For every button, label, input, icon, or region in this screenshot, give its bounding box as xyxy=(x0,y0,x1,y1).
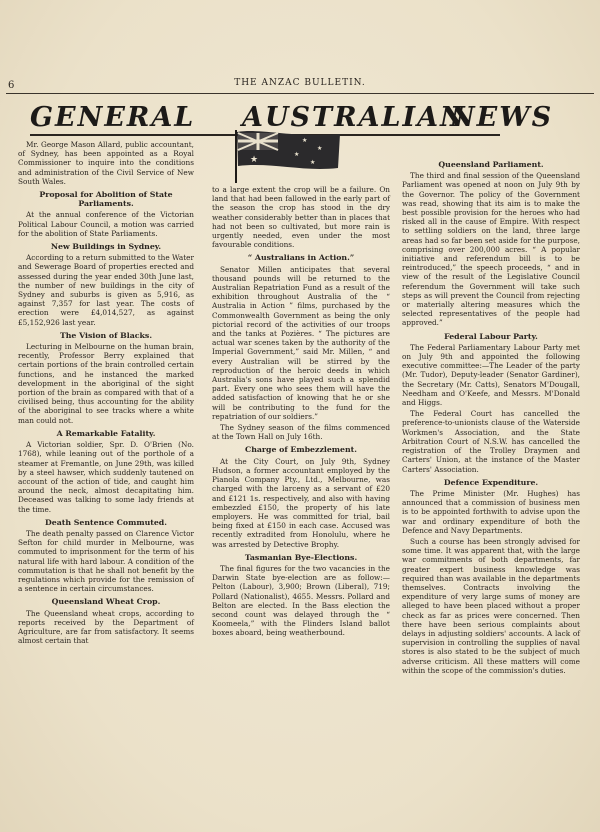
article-body: The final figures for the two vacancies in the Darwin State bye-election are as follow:—Pelton (Labour), 3,900; Brown (Liberal), 719; Pollard (Nationalist), 4655. Messrs. Pollard and Belton are elected. In the Bass election the second count was delayed through the “ Koomeela,” with the Flinders Island ballot boxes aboard, being weatherbound. xyxy=(212,563,390,638)
svg-text:★: ★ xyxy=(294,151,300,158)
intro-paragraph: Mr. George Mason Allard, public accountant, of Sydney, has been appointed as a Royal Commissioner to inquire into the conditions and administration of the Civil Service of New South Wales. xyxy=(18,140,194,186)
australian-flag-icon xyxy=(232,128,344,183)
article-continuation: to a large extent the crop will be a failure. On land that had been fallowed in the early part of the season the crop has stood in the dry weather considerably better than in places that had not been so cultivated, but more rain is urgently needed, even under the most favourable conditions. xyxy=(212,185,390,250)
column-3 xyxy=(402,160,580,677)
article-body: The Federal Parliamentary Labour Party met on July 9th and appointed the following executive committee:—The Leader of the party (Mr. Tudor), Deputy-leader (Senator Gardiner), the Secretary (Mr. Catts), Senators M'Dougall, Needham and O'Keefe, and Messrs. M'Donald and Higgs. xyxy=(402,342,580,408)
article-heading: Proposal for Abolition of State Parliaments. xyxy=(39,190,173,209)
running-title: THE ANZAC BULLETIN. xyxy=(234,78,366,88)
article-body: The third and final session of the Queensland Parliament was opened at noon on July 9th by the Governor. The policy of the Government was read, showing that its aim is to make the best possible provision for the heroes who had risked all in the cause of Empire. With respect to settling soldiers on the land, three large areas had so far been set aside for the purpose, comprising over 200,000 acres. “ A popular initiative and referendum bill is to be reintroduced,” the speech proceeds, “ and in view of the result of the Legislative Council referendum the Government will take such steps as will prevent the Council from rejecting or materially altering measures which the selected representatives of the people had approved.” xyxy=(402,171,580,328)
article-body: The Sydney season of the films commenced at the Town Hall on July 16th. xyxy=(212,423,390,442)
svg-text:★: ★ xyxy=(302,137,308,144)
article-body: The death penalty passed on Clarence Victor Sefton for child murder in Melbourne, was commuted to imprisonment for the term of his natural life with hard labour. A condition of the commutation is that he shall not benefit by the regulations which provide for the remission of a sentence in certain circumstances. xyxy=(18,528,194,594)
article-body: Lecturing in Melbourne on the human brain, recently, Professor Berry explained that certain portions of the brain controlled certain functions, and he instanced the marked development in the aboriginal of the sight portion of the brain as compared with that of a civilised being, thus accounting for the ability of the aboriginal to see tracks where a white man could not. xyxy=(18,342,194,425)
article-heading: The Vision of Blacks. xyxy=(59,330,153,340)
banner-word-news: NEWS xyxy=(450,102,554,133)
svg-text:★: ★ xyxy=(250,155,259,165)
article-body: According to a return submitted to the Water and Sewerage Board of properties erected and assessed during the year ended 30th June last, the number of new buildings in the city of Sydney and suburbs is given as 5,916, as against 7,357 for last year. The costs of erection were £4,014,527, as against £5,152,926 last year. xyxy=(18,253,194,327)
article-body: The Federal Court has cancelled the preference-to-unionists clause of the Waterside Workmen's Association, and the State Arbitration Court of N.S.W. has cancelled the registration of the Trolley Draymen and Carters' Union, at the instance of the Master Carters' Association. xyxy=(402,409,580,474)
column-2 xyxy=(212,185,390,640)
article-body: Senator Millen anticipates that several thousand pounds will be returned to the Australian Repatriation Fund as a result of the exhibition throughout Australia of the “ Australia in Action ” films, purchased by the Commonwealth Government as being the only pictorial record of the activities of our troops and the tanks at Pozières. “ The pictures are actual war scenes taken by the authority of the Imperial Government,” said Mr. Millen, “ and every Australian will be stirred by the reproduction of the heroic deeds in which Australia's sons have played such a splendid part. Every one who sees them will have the added satisfaction of knowing that he or she will be contributing to the fund for the repatriation of our soldiers.” xyxy=(212,264,390,421)
article-heading: Death Sentence Commuted. xyxy=(45,517,167,527)
article-heading: Tasmanian Bye-Elections. xyxy=(244,552,358,562)
article-heading: Queensland Parliament. xyxy=(438,160,544,169)
svg-text:★: ★ xyxy=(317,145,323,152)
article-heading: Charge of Embezzlement. xyxy=(244,445,357,455)
article-body: At the City Court, on July 9th, Sydney Hudson, a former accountant employed by the Pianola Company Pty., Ltd., Melbourne, was charged with the larceny as a servant of £20 and £121 1s. respectively, and also with having embezzled £150, the property of his late employers. He was committed for trial, bail being fixed at £150 in each case. Accused was recently extradited from Honolulu, where he was arrested by Detective Brophy. xyxy=(212,456,390,549)
article-heading: Defence Expenditure. xyxy=(443,477,539,487)
article-heading: Queensland Wheat Crop. xyxy=(51,597,161,607)
article-heading: “ Australians in Action.” xyxy=(247,253,355,263)
article-heading: Federal Labour Party. xyxy=(444,331,538,341)
banner-word-general: GENERAL xyxy=(30,102,196,133)
svg-text:★: ★ xyxy=(310,159,316,166)
article-body: The Prime Minister (Mr. Hughes) has announced that a commission of business men is to be appointed forthwith to advise upon the war and ordinary expenditure of both the Defence and Navy Departments. xyxy=(402,488,580,535)
column-1 xyxy=(18,140,194,647)
article-body: A Victorian soldier, Spr. D. O'Brien (No. 1768), while leaning out of the porthole of a steamer at Fremantle, on June 29th, was killed by a steel hawser, which suddenly tautened on account of the action of tide, and caught him around the neck, almost decapitating him. Deceased was talking to some lady friends at the time. xyxy=(18,440,194,514)
article-heading: New Buildings in Sydney. xyxy=(50,242,162,252)
article-body: Such a course has been strongly advised for some time. It was apparent that, with the large war commitments of both departments, far greater expert business knowledge was required than was available in the departments themselves. Contracts involving the expenditure of very large sums of money are alleged to have been placed without a proper check as far as prices were concerned. Then there have been serious complaints about delays in adjusting soldiers' accounts. A lack of supervision in controlling the supplies of naval stores is also stated to be the subject of much adverse criticism. All these matters will come within the scope of the commission's duties. xyxy=(402,536,580,675)
article-body: The Queensland wheat crops, according to reports received by the Department of Agriculture, are far from satisfactory. It seems almost certain that xyxy=(18,608,194,646)
article-heading: A Remarkable Fatality. xyxy=(56,428,156,438)
banner-word-australian: AUSTRALIAN xyxy=(242,102,467,133)
article-body: At the annual conference of the Victorian Political Labour Council, a motion was carried for the abolition of State Parliaments. xyxy=(18,210,194,238)
page-number: 6 xyxy=(8,80,15,91)
header-rule xyxy=(6,93,594,94)
